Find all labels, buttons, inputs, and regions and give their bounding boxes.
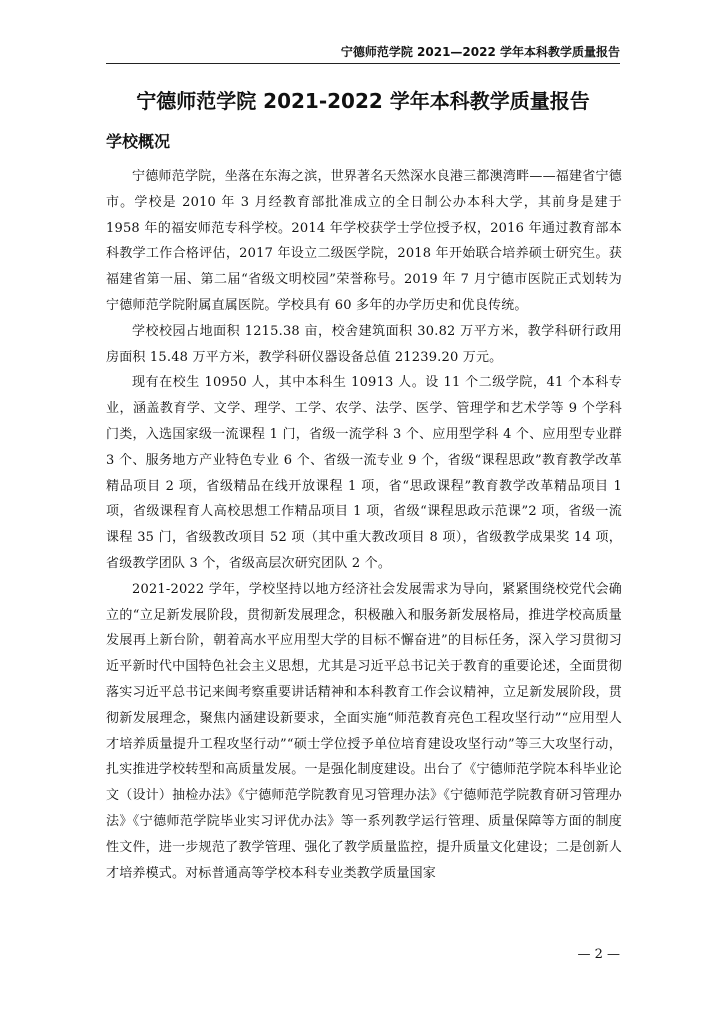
body-text <box>106 164 622 886</box>
header-divider <box>106 63 620 64</box>
paragraph-students-and-programs: 现有在校生 10950 人，其中本科生 10913 人。设 11 个二级学院，41 个本科专业，涵盖教育学、文学、理学、工学、农学、法学、医学、管理学和艺术学等 9 个学科门类，入选国家级一流课程 1 门，省级一流学科 3 个、应用型学科 4 个、应用型专业群 3 个、服务地方产业特色专业 6 个、省级一流专业 9 个，省级“课程思政”教育教学改革精品项目 2 项，省级精品在线开放课程 1 项，省“思政课程”教育教学改革精品项目 1 项，省级课程育人高校思想工作精品项目 1 项，省级“课程思政示范课”2 项，省级一流课程 35 门，省级教改项目 52 项（其中重大教改项目 8 项），省级教学成果奖 14 项，省级教学团队 3 个，省级高层次研究团队 2 个。 <box>106 375 622 571</box>
paragraph-academic-year-work: 2021-2022 学年，学校坚持以地方经济社会发展需求为导向，紧紧围绕校党代会确立的“立足新发展阶段，贯彻新发展理念，积极融入和服务新发展格局，推进学校高质量发展再上新台阶，朝着高水平应用型大学的目标不懈奋进”的目标任务，深入学习贯彻习近平新时代中国特色社会主义思想，尤其是习近平总书记关于教育的重要论述，全面贯彻落实习近平总书记来闽考察重要讲话精神和本科教育工作会议精神，立足新发展阶段，贯彻新发展理念，聚焦内涵建设新要求，全面实施“师范教育亮色工程攻坚行动”“应用型人才培养质量提升工程攻坚行动”“硕士学位授予单位培育建设攻坚行动”等三大攻坚行动，扎实推进学校转型和高质量发展。一是强化制度建设。出台了《宁德师范学院本科毕业论文（设计）抽检办法》《宁德师范学院教育见习管理办法》《宁德师范学院教育研习管理办法》《宁德师范学院毕业实习评优办法》等一系列教学运行管理、质量保障等方面的制度性文件，进一步规范了教学管理、强化了教学质量监控，提升质量文化建设；二是创新人才培养模式。对标普通高等学校本科专业类教学质量国家 <box>106 581 622 881</box>
page-number: — 2 — <box>577 947 620 962</box>
paragraph-campus-facilities: 学校校园占地面积 1215.38 亩，校舍建筑面积 30.82 万平方米，教学科研行政用房面积 15.48 万平方米，教学科研仪器设备总值 21239.20 万元。 <box>106 323 622 365</box>
document-title: 宁德师范学院 2021-2022 学年本科教学质量报告 <box>136 89 590 113</box>
section-heading: 学校概况 <box>106 132 171 151</box>
running-header: 宁德师范学院 2021—2022 学年本科教学质量报告 <box>340 45 620 59</box>
paragraph-school-history: 宁德师范学院，坐落在东海之滨，世界著名天然深水良港三都澳湾畔——福建省宁德市。学校是 2010 年 3 月经教育部批准成立的全日制公办本科大学，其前身是建于 1958 年的福安师范专科学校。2014 年学校获学士学位授予权，2016 年通过教育部本科教学工作合格评估，2017 年设立二级医学院，2018 年开始联合培养硕士研究生。获福建省第一届、第二届“省级文明校园”荣誉称号。2019 年 7 月宁德市医院正式划转为宁德师范学院附属直属医院。学校具有 60 多年的办学历史和优良传统。 <box>106 169 622 313</box>
